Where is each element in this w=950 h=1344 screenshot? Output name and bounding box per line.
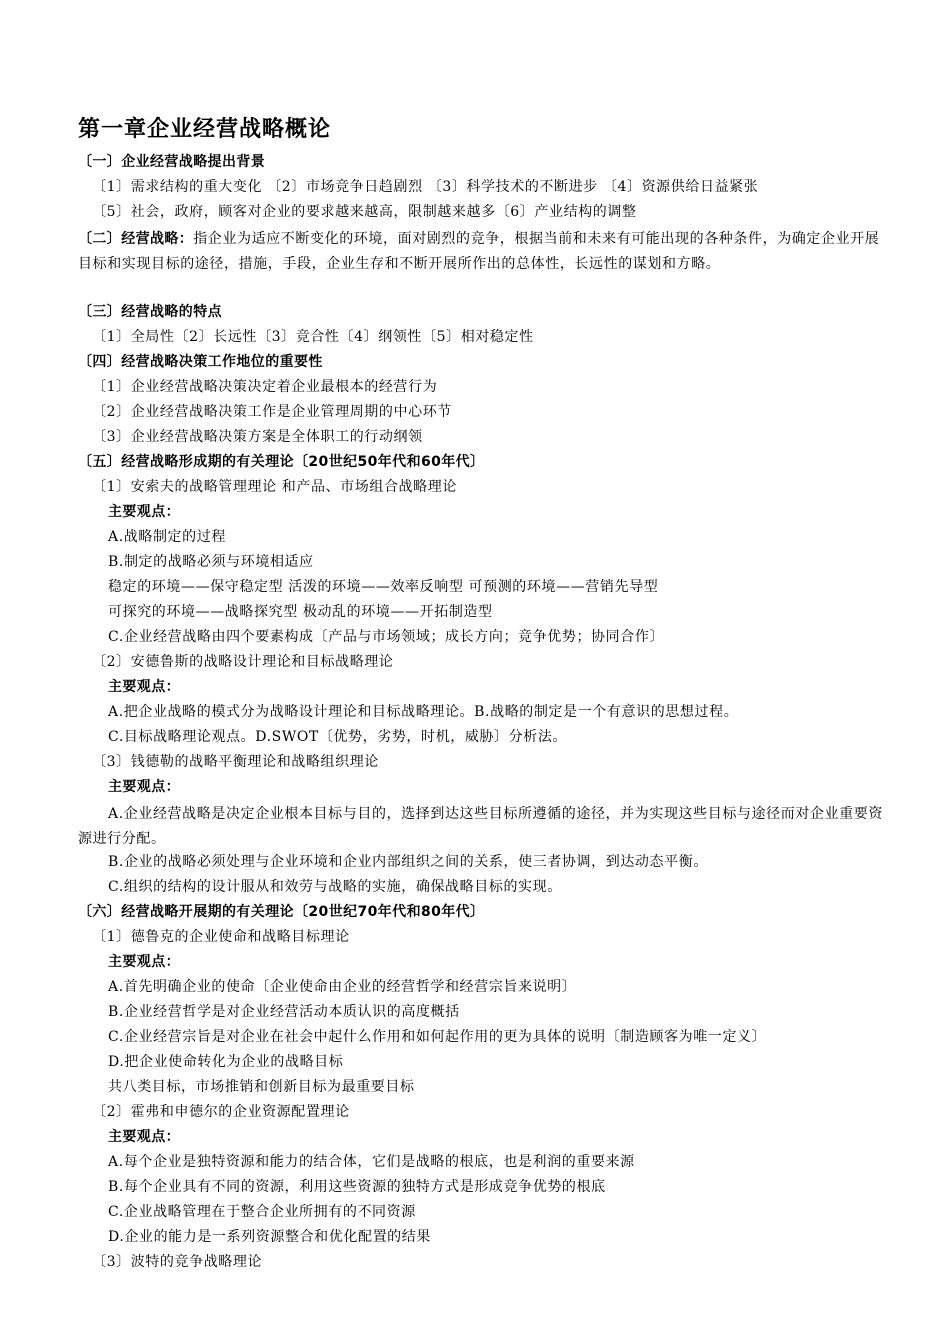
theory-title: 〔2〕霍弗和申德尔的企业资源配置理论 <box>92 1104 350 1120</box>
point-line: 稳定的环境——保守稳定型 活泼的环境——效率反响型 可预测的环境——营销先导型 <box>108 579 659 595</box>
body-line: 〔1〕需求结构的重大变化 〔2〕市场竞争日趋剧烈 〔3〕科学技术的不断进步 〔4〕资源供给日益紧张 <box>92 179 759 195</box>
point-line: C.目标战略理论观点。D.SWOT〔优势，劣势，时机，威胁〕分析法。 <box>108 729 568 745</box>
body-line: 〔1〕企业经营战略决策决定着企业最根本的经营行为 <box>92 379 438 395</box>
point-line: B.企业经营哲学是对企业经营活动本质认识的高度概括 <box>108 1004 460 1020</box>
section-heading: 〔一〕企业经营战略提出背景 <box>78 154 266 170</box>
body-line: 〔3〕企业经营战略决策方案是全体职工的行动纲领 <box>92 429 423 445</box>
definition-paragraph <box>78 227 888 277</box>
key-points-label: 主要观点： <box>108 954 180 970</box>
key-points-label: 主要观点： <box>108 504 180 520</box>
point-line: A.首先明确企业的使命〔企业使命由企业的经营哲学和经营宗旨来说明〕 <box>108 979 577 995</box>
point-line: D.把企业使命转化为企业的战略目标 <box>108 1054 344 1070</box>
theory-title: 〔3〕波特的竞争战略理论 <box>92 1254 263 1270</box>
point-line: 可探究的环境——战略探究型 极动乱的环境——开拓制造型 <box>108 604 493 620</box>
point-line: B.制定的战略必须与环境相适应 <box>108 554 314 570</box>
chapter-title: 第一章企业经营战略概论 <box>78 117 332 142</box>
section-heading: 〔六〕经营战略开展期的有关理论〔20世纪70年代和80年代〕 <box>78 904 485 920</box>
theory-title: 〔1〕安索夫的战略管理理论 和产品、市场组合战略理论 <box>92 479 457 495</box>
key-points-label: 主要观点： <box>108 779 180 795</box>
section-heading: 〔五〕经营战略形成期的有关理论〔20世纪50年代和60年代〕 <box>78 454 485 470</box>
point-line: C.企业经营战略由四个要素构成〔产品与市场领域；成长方向；竞争优势；协同合作〕 <box>108 629 665 645</box>
section-heading: 〔四〕经营战略决策工作地位的重要性 <box>78 354 323 370</box>
point-line: B.每个企业具有不同的资源，利用这些资源的独特方式是形成竞争优势的根底 <box>108 1179 606 1195</box>
point-line: C.组织的结构的设计服从和效劳与战略的实施，确保战略目标的实现。 <box>108 879 562 895</box>
key-points-label: 主要观点： <box>108 679 180 695</box>
section-heading: 〔三〕经营战略的特点 <box>78 304 222 320</box>
body-line: 〔1〕全局性〔2〕长远性〔3〕竞合性〔4〕纲领性〔5〕相对稳定性 <box>92 329 534 345</box>
theory-title: 〔1〕德鲁克的企业使命和战略目标理论 <box>92 929 350 945</box>
section-heading: 〔二〕经营战略： <box>78 231 194 247</box>
point-line: C.企业战略管理在于整合企业所拥有的不同资源 <box>108 1204 416 1220</box>
point-paragraph: A.企业经营战略是决定企业根本目标与目的，选择到达这些目标所遵循的途径，并为实现这些目标与途径而对企业重要资源进行分配。 <box>78 806 883 847</box>
definition-text: 指企业为适应不断变化的环境，面对剧烈的竞争，根据当前和未来有可能出现的各种条件，为确定企业开展目标和实现目标的途径，措施，手段，企业生存和不断开展所作出的总体性，长远性的谋划和方略。 <box>78 231 880 272</box>
key-points-label: 主要观点： <box>108 1129 180 1145</box>
point-line: D.企业的能力是一系列资源整合和优化配置的结果 <box>108 1229 431 1245</box>
theory-title: 〔2〕安德鲁斯的战略设计理论和目标战略理论 <box>92 654 394 670</box>
point-line: A.每个企业是独特资源和能力的结合体，它们是战略的根底，也是利润的重要来源 <box>108 1154 635 1170</box>
body-line: 〔5〕社会，政府，顾客对企业的要求越来越高，限制越来越多〔6〕产业结构的调整 <box>92 204 637 220</box>
point-line: A.战略制定的过程 <box>108 529 226 545</box>
point-line: 共八类目标，市场推销和创新目标为最重要目标 <box>108 1079 415 1095</box>
body-line: 〔2〕企业经营战略决策工作是企业管理周期的中心环节 <box>92 404 452 420</box>
point-line: A.把企业战略的模式分为战略设计理论和目标战略理论。B.战略的制定是一个有意识的思想过程。 <box>108 704 739 720</box>
point-line: C.企业经营宗旨是对企业在社会中起什么作用和如何起作用的更为具体的说明〔制造顾客为唯一定义〕 <box>108 1029 767 1045</box>
theory-title: 〔3〕钱德勒的战略平衡理论和战略组织理论 <box>92 754 379 770</box>
point-line: B.企业的战略必须处理与企业环境和企业内部组织之间的关系，使三者协调，到达动态平衡。 <box>108 854 708 870</box>
